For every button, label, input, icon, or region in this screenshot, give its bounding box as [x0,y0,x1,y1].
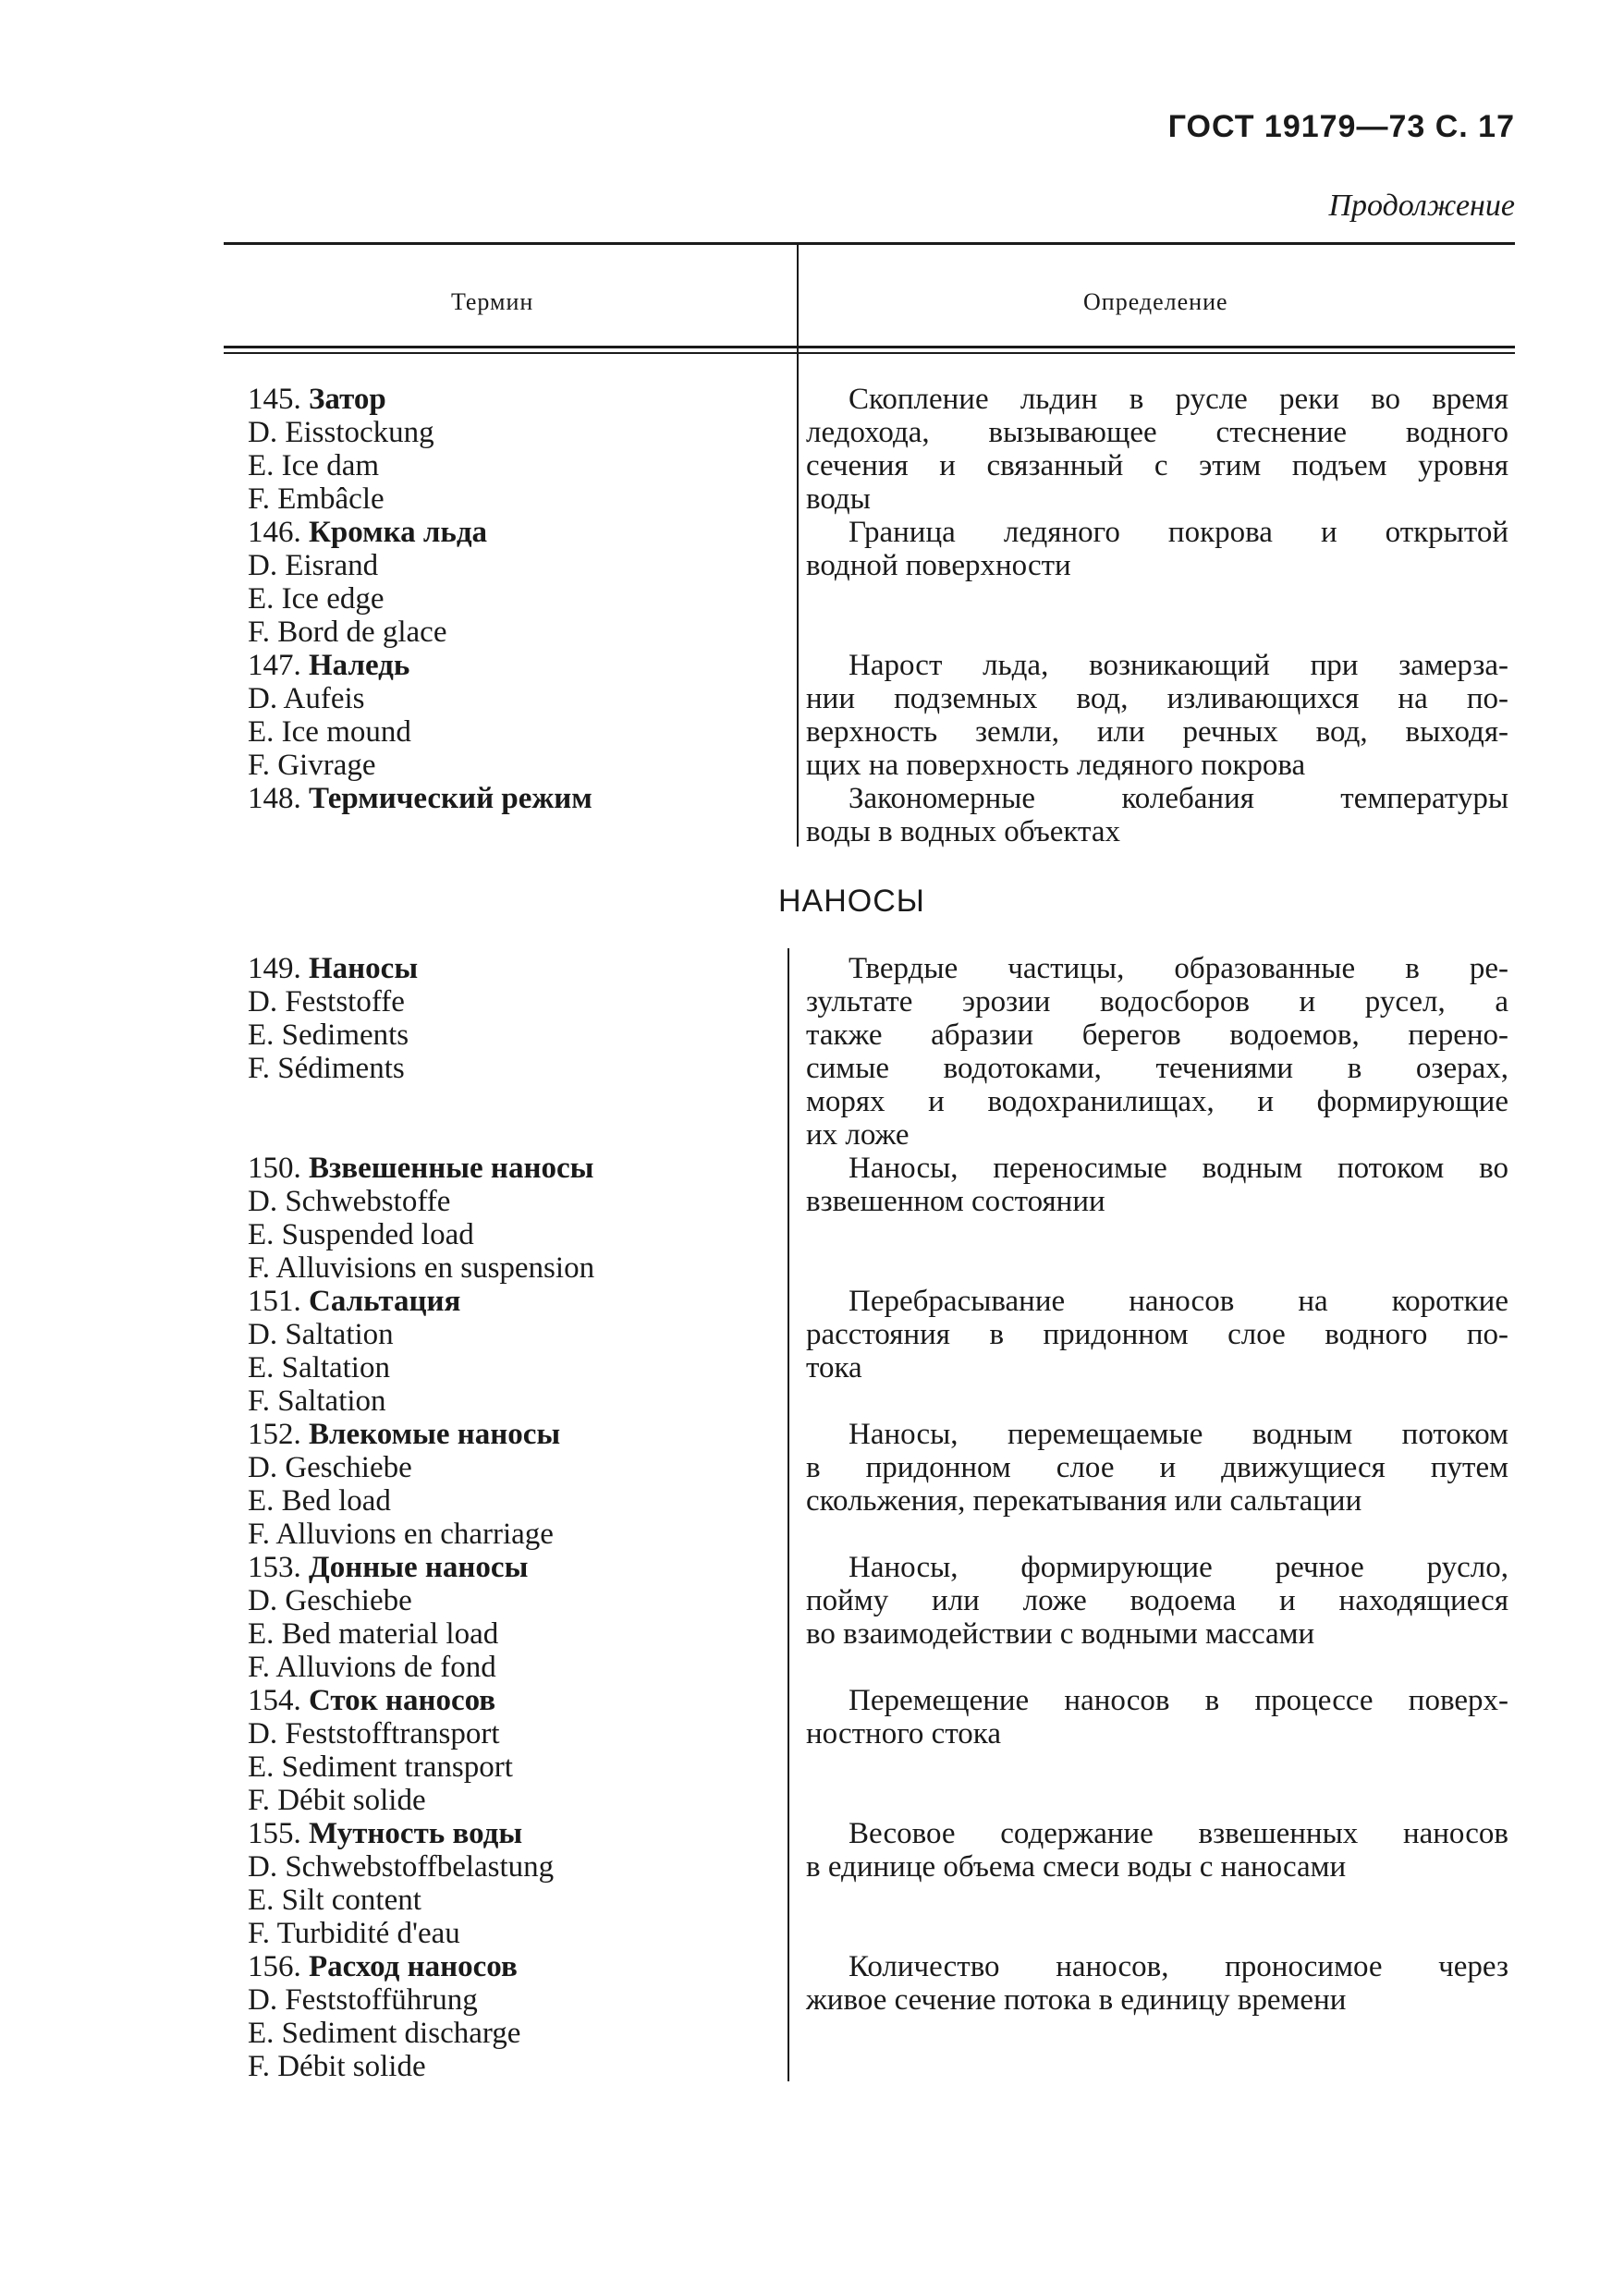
def-155-line: Весовое содержание взвешенных наносов [849,1817,1508,1850]
term-152-de: D. Geschiebe [248,1451,412,1484]
page-number: ГОСТ 19179—73 С. 17 [1167,109,1515,144]
term-145: 145. Затор [248,383,386,416]
def-151-line: расстояния в придонном слое водного по- [806,1318,1508,1351]
table-header-term: Термин [451,288,534,315]
def-152-line: Наносы, перемещаемые водным потоком [849,1418,1508,1451]
term-153-en: E. Bed material load [248,1617,499,1651]
term-150-en: E. Suspended load [248,1218,474,1251]
term-149-fr: F. Sédiments [248,1052,405,1085]
def-151-line: Перебрасывание наносов на короткие [849,1285,1508,1318]
term-147-de: D. Aufeis [248,682,365,715]
term-150: 150. Взвешенные наносы [248,1152,594,1185]
def-145-line: ледохода, вызывающее стеснение водного [806,416,1508,449]
term-149: 149. Наносы [248,952,419,985]
term-153: 153. Донные наносы [248,1551,529,1584]
def-149-line: их ложе [806,1118,910,1152]
term-151-en: E. Saltation [248,1351,390,1384]
def-154-line: Перемещение наносов в процессе поверх- [849,1684,1508,1717]
term-145-de: D. Eisstockung [248,416,434,449]
term-148: 148. Термический режим [248,782,592,815]
term-149-de: D. Feststoffe [248,985,405,1018]
term-149-en: E. Sediments [248,1018,409,1052]
def-149-line: симые водотоками, течениями в озерах, [806,1052,1508,1085]
def-145-line: Скопление льдин в русле реки во время [849,383,1508,416]
term-145-fr: F. Embâcle [248,482,385,516]
term-150-fr: F. Alluvisions en suspension [248,1251,595,1285]
def-156-line: Количество наносов, проносимое через [849,1950,1508,1983]
def-151-line: тока [806,1351,862,1384]
def-153-line: Наносы, формирующие речное русло, [849,1551,1508,1584]
def-156-line: живое сечение потока в единицу времени [806,1983,1347,2017]
definitions-list-1 [806,383,1508,848]
def-149-line: морях и водохранилищах, и формирующие [806,1085,1508,1118]
def-145-line: сечения и связанный с этим подъем уровня [806,449,1508,482]
table-header-rule [224,346,1515,354]
table-top-rule [224,242,1515,245]
def-152-line: в придонном слое и движущиеся путем [806,1451,1508,1484]
term-154-en: E. Sediment transport [248,1750,513,1784]
def-150-line: взвешенном состоянии [806,1185,1105,1218]
term-152-fr: F. Alluvions en charriage [248,1518,554,1551]
section-heading: НАНОСЫ [778,884,925,919]
def-148-line: воды в водных объектах [806,815,1120,848]
term-154-fr: F. Débit solide [248,1784,426,1817]
term-146-en: E. Ice edge [248,582,385,616]
def-150-line: Наносы, переносимые водным потоком во [849,1152,1508,1185]
def-147-line: Нарост льда, возникающий при замерза- [849,649,1508,682]
def-146-line: водной поверхности [806,549,1071,582]
def-149-line: Твердые частицы, образованные в ре- [849,952,1508,985]
term-150-de: D. Schwebstoffe [248,1185,451,1218]
term-146: 146. Кромка льда [248,516,488,549]
term-151-fr: F. Saltation [248,1384,386,1418]
def-147-line: верхность земли, или речных вод, выходя- [806,715,1508,749]
def-154-line: ностного стока [806,1717,1001,1750]
term-155: 155. Мутность воды [248,1817,523,1850]
term-147: 147. Наледь [248,649,410,682]
term-152: 152. Влекомые наносы [248,1418,561,1451]
term-151-de: D. Saltation [248,1318,394,1351]
terms-list-1 [248,383,592,815]
term-156: 156. Расход наносов [248,1950,518,1983]
def-153-line: во взаимодействии с водными массами [806,1617,1315,1651]
term-155-de: D. Schwebstoffbelastung [248,1850,555,1884]
term-156-de: D. Feststofführung [248,1983,478,2017]
column-divider [797,244,799,847]
term-147-en: E. Ice mound [248,715,411,749]
column-divider [788,948,789,2081]
term-151: 151. Сальтация [248,1285,461,1318]
term-155-en: E. Silt content [248,1884,421,1917]
term-154-de: D. Feststofftransport [248,1717,500,1750]
term-154: 154. Сток наносов [248,1684,496,1717]
term-153-de: D. Geschiebe [248,1584,412,1617]
def-148-line: Закономерные колебания температуры [849,782,1508,815]
term-145-en: E. Ice dam [248,449,380,482]
term-146-de: D. Eisrand [248,549,379,582]
term-153-fr: F. Alluvions de fond [248,1651,496,1684]
term-147-fr: F. Givrage [248,749,376,782]
def-147-line: щих на поверхность ледяного покрова [806,749,1306,782]
def-147-line: нии подземных вод, изливающихся на по- [806,682,1508,715]
def-149-line: также абразии берегов водоемов, перено- [806,1018,1508,1052]
table-header-definition: Определение [1083,288,1228,315]
def-153-line: пойму или ложе водоема и находящиеся [806,1584,1508,1617]
continuation-label: Продолжение [1328,189,1515,223]
def-146-line: Граница ледяного покрова и открытой [849,516,1508,549]
term-152-en: E. Bed load [248,1484,391,1518]
definitions-list-2 [806,952,1508,2017]
term-146-fr: F. Bord de glace [248,616,447,649]
term-156-en: E. Sediment discharge [248,2017,521,2050]
def-145-line: воды [806,482,871,516]
term-155-fr: F. Turbidité d'eau [248,1917,460,1950]
term-156-fr: F. Débit solide [248,2050,426,2083]
def-149-line: зультате эрозии водосборов и русел, а [806,985,1508,1018]
terms-list-2 [248,952,594,2083]
def-152-line: скольжения, перекатывания или сальтации [806,1484,1362,1518]
def-155-line: в единице объема смеси воды с наносами [806,1850,1347,1884]
